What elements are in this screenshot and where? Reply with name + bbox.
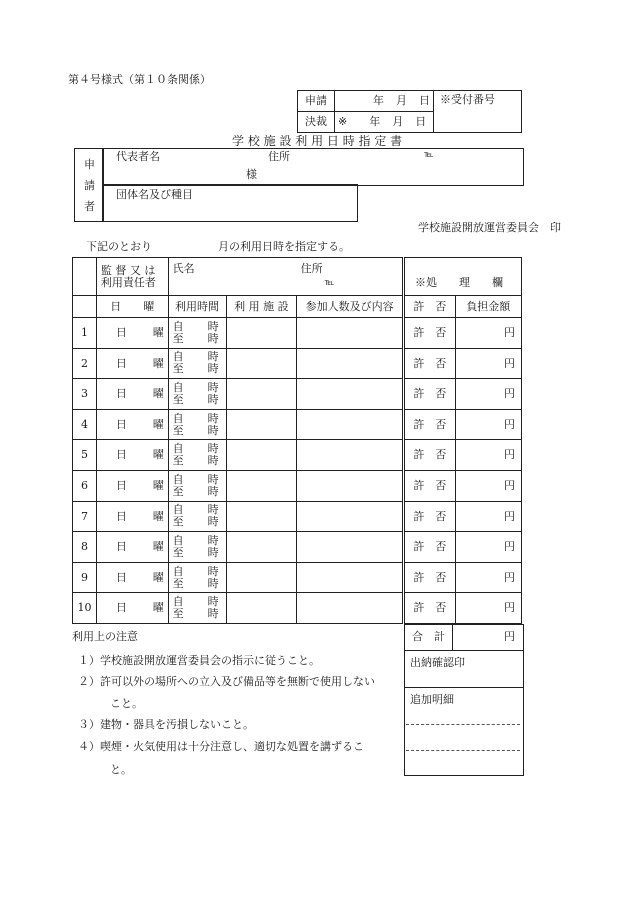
table-row bbox=[73, 409, 403, 440]
row-yen[interactable]: 円 bbox=[455, 532, 521, 563]
row-time-cell[interactable]: 自 時 至 時 bbox=[168, 532, 226, 563]
col-facility: 利 用 施 設 bbox=[226, 296, 297, 318]
row-time-cell[interactable]: 自 時 至 時 bbox=[168, 501, 226, 532]
supervisor-name-cell[interactable]: 氏名 住所 ℡ bbox=[168, 258, 402, 296]
row-number: 5 bbox=[73, 440, 97, 471]
row-permit[interactable]: 許 否 bbox=[405, 379, 456, 410]
col-fee: 負担金額 bbox=[455, 296, 521, 318]
row-people-cell[interactable] bbox=[297, 440, 403, 471]
row-date-cell[interactable]: 日 曜 bbox=[96, 348, 168, 379]
row-date-cell[interactable]: 日 曜 bbox=[96, 318, 168, 349]
process-row bbox=[405, 593, 522, 624]
row-permit[interactable]: 許 否 bbox=[405, 348, 456, 379]
reception-table bbox=[297, 90, 522, 133]
decision-date: ※ 年 月 日 bbox=[335, 112, 434, 133]
form-number: 第４号様式（第１０条関係） bbox=[68, 73, 211, 86]
row-people-cell[interactable] bbox=[297, 501, 403, 532]
supervisor-label: 監 督 又 は 利用責任者 bbox=[96, 258, 168, 296]
process-table bbox=[404, 257, 522, 624]
row-date-cell[interactable]: 日 曜 bbox=[96, 440, 168, 471]
process-row bbox=[405, 318, 522, 349]
table-row bbox=[73, 501, 403, 532]
row-number: 1 bbox=[73, 318, 97, 349]
process-row bbox=[405, 348, 522, 379]
address-label: 住所 bbox=[268, 150, 290, 163]
row-number: 10 bbox=[73, 593, 97, 624]
row-people-cell[interactable] bbox=[297, 593, 403, 624]
row-facility-cell[interactable] bbox=[226, 409, 297, 440]
col-people: 参加人数及び内容 bbox=[297, 296, 403, 318]
note-item: こと。 bbox=[110, 697, 143, 710]
process-row bbox=[405, 470, 522, 501]
row-facility-cell[interactable] bbox=[226, 562, 297, 593]
row-people-cell[interactable] bbox=[297, 532, 403, 563]
row-yen[interactable]: 円 bbox=[455, 348, 521, 379]
row-number: 8 bbox=[73, 532, 97, 563]
row-facility-cell[interactable] bbox=[226, 348, 297, 379]
apply-date: 年 月 日 bbox=[335, 91, 434, 112]
row-yen[interactable]: 円 bbox=[455, 593, 521, 624]
row-yen[interactable]: 円 bbox=[455, 501, 521, 532]
row-permit[interactable]: 許 否 bbox=[405, 409, 456, 440]
row-time-cell[interactable]: 自 時 至 時 bbox=[168, 562, 226, 593]
total-yen[interactable]: 円 bbox=[504, 630, 515, 643]
row-time-cell[interactable]: 自 時 至 時 bbox=[168, 470, 226, 501]
payment-confirm-label: 出納確認印 bbox=[410, 656, 465, 669]
row-number: 9 bbox=[73, 562, 97, 593]
row-permit[interactable]: 許 否 bbox=[405, 470, 456, 501]
row-facility-cell[interactable] bbox=[226, 532, 297, 563]
row-date-cell[interactable]: 日 曜 bbox=[96, 562, 168, 593]
group-label: 団体名及び種目 bbox=[116, 188, 193, 201]
row-time-cell[interactable]: 自 時 至 時 bbox=[168, 409, 226, 440]
row-date-cell[interactable]: 日 曜 bbox=[96, 409, 168, 440]
row-facility-cell[interactable] bbox=[226, 318, 297, 349]
tel-label: ℡ bbox=[424, 150, 434, 160]
row-time-cell[interactable]: 自 時 至 時 bbox=[168, 440, 226, 471]
document-title: 学 校 施 設 利 用 日 時 指 定 書 bbox=[232, 134, 403, 148]
row-yen[interactable]: 円 bbox=[455, 440, 521, 471]
committee-seal: 学校施設開放運営委員会 印 bbox=[418, 221, 561, 234]
row-time-cell[interactable]: 自 時 至 時 bbox=[168, 318, 226, 349]
honorific: 様 bbox=[246, 168, 257, 181]
process-row bbox=[405, 409, 522, 440]
process-row bbox=[405, 440, 522, 471]
row-yen[interactable]: 円 bbox=[455, 562, 521, 593]
note-item: と。 bbox=[110, 763, 132, 776]
table-row bbox=[73, 470, 403, 501]
row-facility-cell[interactable] bbox=[226, 501, 297, 532]
row-facility-cell[interactable] bbox=[226, 440, 297, 471]
apply-label: 申請 bbox=[298, 91, 335, 112]
col-day: 日 曜 bbox=[96, 296, 168, 318]
row-facility-cell[interactable] bbox=[226, 379, 297, 410]
process-row bbox=[405, 379, 522, 410]
row-number: 3 bbox=[73, 379, 97, 410]
row-people-cell[interactable] bbox=[297, 348, 403, 379]
notes-heading: 利用上の注意 bbox=[72, 630, 138, 643]
receipt-number[interactable]: ※受付番号 bbox=[434, 91, 522, 133]
schedule-table bbox=[72, 257, 403, 624]
extra-detail-label: 追加明細 bbox=[410, 693, 454, 706]
row-time-cell[interactable]: 自 時 至 時 bbox=[168, 348, 226, 379]
row-yen[interactable]: 円 bbox=[455, 379, 521, 410]
table-row bbox=[73, 348, 403, 379]
row-yen[interactable]: 円 bbox=[455, 470, 521, 501]
row-date-cell[interactable]: 日 曜 bbox=[96, 593, 168, 624]
process-row bbox=[405, 532, 522, 563]
row-facility-cell[interactable] bbox=[226, 593, 297, 624]
row-permit[interactable]: 許 否 bbox=[405, 593, 456, 624]
row-permit[interactable]: 許 否 bbox=[405, 501, 456, 532]
decision-label: 決裁 bbox=[298, 112, 335, 133]
table-row bbox=[73, 593, 403, 624]
row-date-cell[interactable]: 日 曜 bbox=[96, 379, 168, 410]
row-people-cell[interactable] bbox=[297, 318, 403, 349]
row-date-cell[interactable]: 日 曜 bbox=[96, 470, 168, 501]
table-row bbox=[73, 532, 403, 563]
row-yen[interactable]: 円 bbox=[455, 409, 521, 440]
row-date-cell[interactable]: 日 曜 bbox=[96, 501, 168, 532]
note-item: ２）許可以外の場所への立入及び備品等を無断で使用しない bbox=[78, 675, 375, 688]
row-time-cell[interactable]: 自 時 至 時 bbox=[168, 379, 226, 410]
row-date-cell[interactable]: 日 曜 bbox=[96, 532, 168, 563]
table-row bbox=[73, 318, 403, 349]
applicant-side-cell: 申 請 者 bbox=[74, 148, 104, 222]
row-facility-cell[interactable] bbox=[226, 470, 297, 501]
row-people-cell[interactable] bbox=[297, 379, 403, 410]
process-row bbox=[405, 562, 522, 593]
row-number: 7 bbox=[73, 501, 97, 532]
row-permit[interactable]: 許 否 bbox=[405, 532, 456, 563]
row-people-cell[interactable] bbox=[297, 409, 403, 440]
process-row bbox=[405, 501, 522, 532]
note-item: ３）建物・器具を汚損しないこと。 bbox=[78, 718, 254, 731]
rep-label: 代表者名 bbox=[116, 150, 160, 163]
row-number: 2 bbox=[73, 348, 97, 379]
row-permit[interactable]: 許 否 bbox=[405, 562, 456, 593]
col-permit: 許 否 bbox=[405, 296, 456, 318]
note-item: ４）喫煙・火気使用は十分注意し、適切な処置を講ずるこ bbox=[78, 740, 364, 753]
row-number: 4 bbox=[73, 409, 97, 440]
row-number: 6 bbox=[73, 470, 97, 501]
row-time-cell[interactable]: 自 時 至 時 bbox=[168, 593, 226, 624]
representative-cell[interactable] bbox=[102, 148, 524, 186]
intro-text: 下記のとおり 月の利用日時を指定する。 bbox=[86, 240, 350, 253]
col-time: 利用時間 bbox=[168, 296, 226, 318]
row-permit[interactable]: 許 否 bbox=[405, 318, 456, 349]
table-row bbox=[73, 379, 403, 410]
row-people-cell[interactable] bbox=[297, 562, 403, 593]
process-header: ※処 理 欄 bbox=[405, 258, 522, 296]
table-row bbox=[73, 440, 403, 471]
table-row bbox=[73, 562, 403, 593]
note-item: １）学校施設開放運営委員会の指示に従うこと。 bbox=[78, 654, 320, 667]
row-people-cell[interactable] bbox=[297, 470, 403, 501]
total-label: 合 計 bbox=[412, 630, 445, 643]
row-yen[interactable]: 円 bbox=[455, 318, 521, 349]
row-permit[interactable]: 許 否 bbox=[405, 440, 456, 471]
